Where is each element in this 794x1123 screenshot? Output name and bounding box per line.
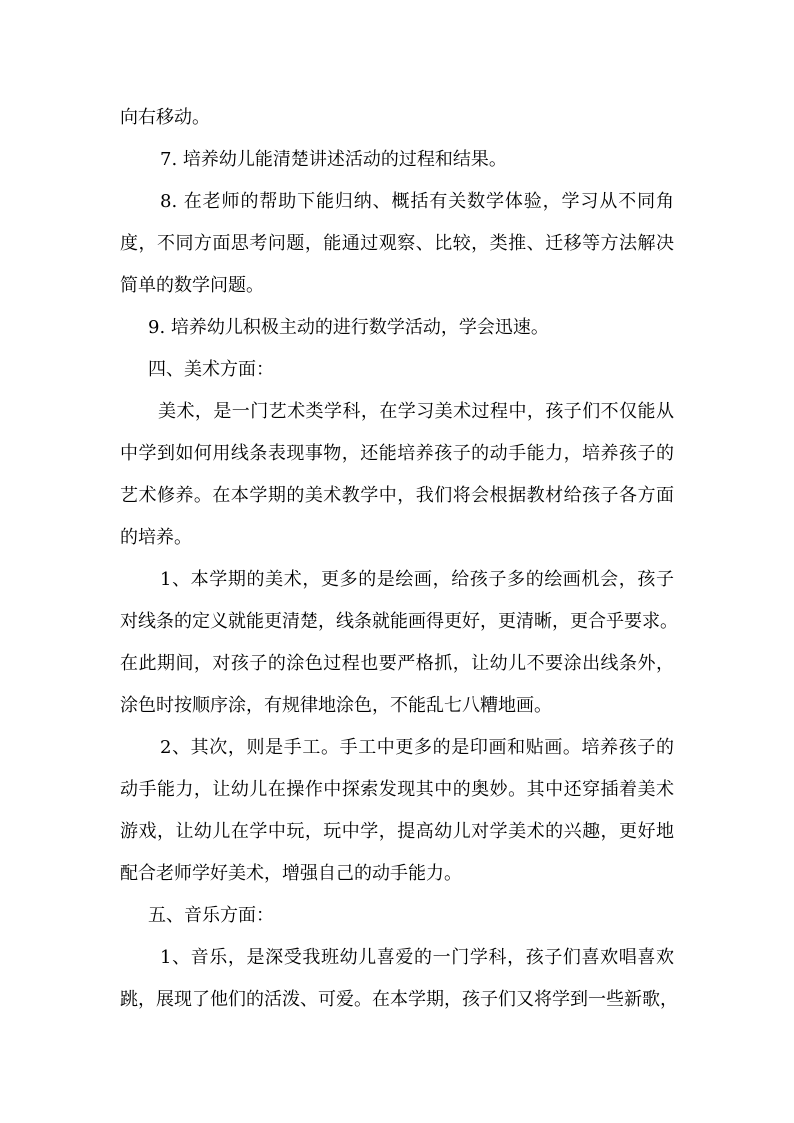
paragraph-line: 的培养。 bbox=[120, 527, 192, 548]
paragraph-line: 1、音乐，是深受我班幼儿喜爱的一门学科，孩子们喜欢唱喜欢 bbox=[160, 947, 674, 968]
paragraph-line: 配合老师学好美术，增强自己的动手能力。 bbox=[120, 863, 462, 884]
text-line: 向右移动。 bbox=[120, 107, 210, 128]
paragraph-line: 在此期间，对孩子的涂色过程也要严格抓，让幼儿不要涂出线条外， bbox=[120, 653, 674, 674]
paragraph-line: 涂色时按顺序涂，有规律地涂色，不能乱七八糟地画。 bbox=[120, 695, 552, 716]
list-item-8-line-2: 度，不同方面思考问题，能通过观察、比较，类推、迁移等方法解决 bbox=[120, 233, 674, 254]
paragraph-line: 艺术修养。在本学期的美术教学中，我们将会根据教材给孩子各方面 bbox=[120, 485, 674, 506]
paragraph-line: 对线条的定义就能更清楚，线条就能画得更好，更清晰，更合乎要求。 bbox=[120, 611, 678, 632]
list-item-8-line-1: 8. 在老师的帮助下能归纳、概括有关数学体验，学习从不同角 bbox=[160, 191, 674, 212]
paragraph-line: 跳，展现了他们的活泼、可爱。在本学期，孩子们又将学到一些新歌， bbox=[120, 989, 678, 1010]
list-item-9: 9. 培养幼儿积极主动的进行数学活动，学会迅速。 bbox=[148, 317, 549, 338]
paragraph-line: 动手能力，让幼儿在操作中探索发现其中的奥妙。其中还穿插着美术 bbox=[120, 779, 674, 800]
section-heading-music: 五、音乐方面： bbox=[148, 905, 274, 926]
list-item-7: 7. 培养幼儿能清楚讲述活动的过程和结果。 bbox=[160, 149, 507, 170]
paragraph-line: 2、其次，则是手工。手工中更多的是印画和贴画。培养孩子的 bbox=[160, 737, 674, 758]
paragraph-line: 中学到如何用线条表现事物，还能培养孩子的动手能力，培养孩子的 bbox=[120, 443, 674, 464]
paragraph-line: 美术，是一门艺术类学科，在学习美术过程中，孩子们不仅能从 bbox=[158, 401, 674, 422]
paragraph-line: 游戏，让幼儿在学中玩，玩中学，提高幼儿对学美术的兴趣，更好地 bbox=[120, 821, 674, 842]
section-heading-art: 四、美术方面： bbox=[148, 359, 274, 380]
list-item-8-line-3: 简单的数学问题。 bbox=[120, 275, 264, 296]
paragraph-line: 1、本学期的美术，更多的是绘画，给孩子多的绘画机会，孩子 bbox=[160, 569, 674, 590]
